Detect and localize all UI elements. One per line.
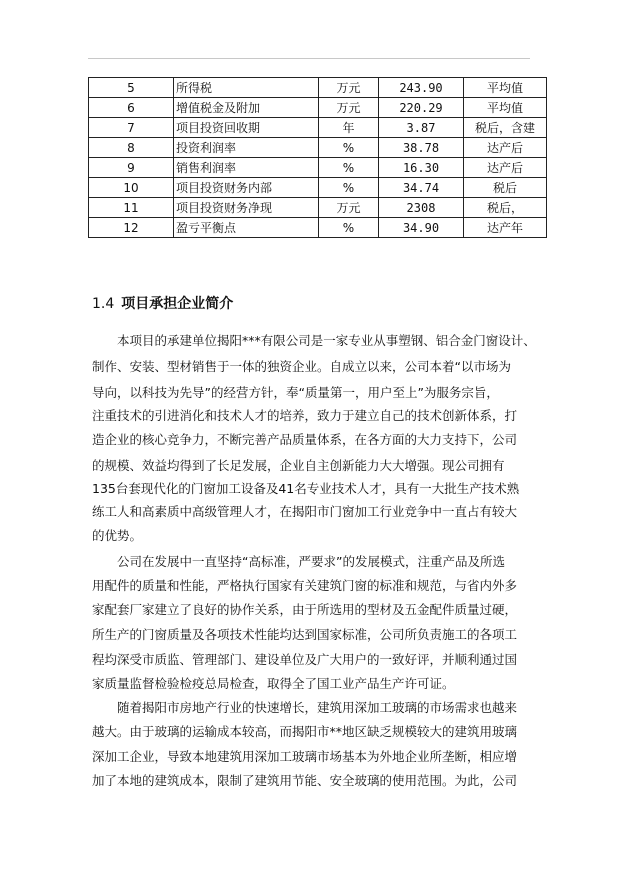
indicator-unit: 万元 — [319, 98, 379, 118]
indicator-note: 税后， — [464, 198, 547, 218]
paragraph-line: 本项目的承建单位揭阳***有限公司是一家专业从事塑钢、铝合金门窗设计、 — [117, 333, 536, 348]
row-number: 9 — [89, 158, 174, 178]
indicator-unit: 年 — [319, 118, 379, 138]
indicator-note: 达产后 — [464, 158, 547, 178]
paragraph-line: 加了本地的建筑成本，限制了建筑用节能、安全玻璃的使用范围。为此，公司 — [92, 773, 518, 788]
paragraph-line: 程均深受市质监、管理部门、建设单位及广大用户的一致好评，并顺利通过国 — [92, 652, 518, 667]
paragraph-line: 的规模、效益均得到了长足发展，企业自主创新能力大大增强。现公司拥有 — [92, 458, 505, 473]
paragraph-line: 公司在发展中一直坚持“高标准，严要求”的发展模式，注重产品及所选 — [117, 554, 505, 569]
indicator-value: 2308 — [379, 198, 464, 218]
indicator-value: 34.90 — [379, 218, 464, 238]
paragraph-line: 135台套现代化的门窗加工设备及41名专业技术人才，具有一大批生产技术熟 — [92, 481, 520, 496]
indicator-name: 项目投资财务内部 — [174, 178, 319, 198]
paragraph-line: 练工人和高素质中高级管理人才，在揭阳市门窗加工行业竞争中一直占有较大 — [92, 504, 518, 519]
indicator-note: 平均值 — [464, 78, 547, 98]
row-number: 6 — [89, 98, 174, 118]
row-number: 8 — [89, 138, 174, 158]
paragraph-line: 深加工企业，导致本地建筑用深加工玻璃市场基本为外地企业所垄断，相应增 — [92, 749, 518, 764]
page-header-rule — [88, 58, 530, 59]
paragraph-line: 导向，以科技为先导”的经营方针，奉“质量第一，用户至上”为服务宗旨， — [92, 385, 499, 400]
table-row — [89, 178, 547, 198]
indicator-value: 3.87 — [379, 118, 464, 138]
table-row — [89, 138, 547, 158]
indicator-note: 平均值 — [464, 98, 547, 118]
table-row — [89, 218, 547, 238]
paragraph-line: 注重技术的引进消化和技术人才的培养，致力于建立自己的技术创新体系，打 — [92, 408, 518, 423]
indicator-name: 投资利润率 — [174, 138, 319, 158]
paragraph-line: 用配件的质量和性能，严格执行国家有关建筑门窗的标准和规范，与省内外多 — [92, 578, 518, 593]
indicator-name: 项目投资财务净现 — [174, 198, 319, 218]
indicator-unit: % — [319, 178, 379, 198]
indicator-note: 达产后 — [464, 138, 547, 158]
table-row — [89, 158, 547, 178]
row-number: 11 — [89, 198, 174, 218]
indicator-note: 税后，含建 — [464, 118, 547, 138]
indicator-unit: % — [319, 138, 379, 158]
financial-indicators-table — [88, 77, 547, 238]
indicator-value: 38.78 — [379, 138, 464, 158]
indicator-note: 税后 — [464, 178, 547, 198]
paragraph-line: 所生产的门窗质量及各项技术性能均达到国家标准，公司所负责施工的各项工 — [92, 627, 518, 642]
row-number: 12 — [89, 218, 174, 238]
indicator-unit: % — [319, 218, 379, 238]
indicator-unit: 万元 — [319, 78, 379, 98]
indicator-name: 所得税 — [174, 78, 319, 98]
indicator-name: 增值税金及附加 — [174, 98, 319, 118]
paragraph-line: 随着揭阳市房地产行业的快速增长，建筑用深加工玻璃的市场需求也越来 — [117, 700, 518, 715]
table-row — [89, 98, 547, 118]
row-number: 7 — [89, 118, 174, 138]
paragraph-line: 家配套厂家建立了良好的协作关系，由于所选用的型材及五金配件质量过硬， — [92, 602, 518, 617]
indicator-value: 220.29 — [379, 98, 464, 118]
section-number: 1.4 — [92, 296, 115, 312]
table-row — [89, 78, 547, 98]
indicator-value: 16.30 — [379, 158, 464, 178]
indicator-name: 项目投资回收期 — [174, 118, 319, 138]
paragraph-line: 家质量监督检验检疫总局检查，取得全了国工业产品生产许可证。 — [92, 676, 455, 691]
indicator-note: 达产年 — [464, 218, 547, 238]
indicator-unit: 万元 — [319, 198, 379, 218]
row-number: 5 — [89, 78, 174, 98]
indicator-value: 34.74 — [379, 178, 464, 198]
section-title-text: 项目承担企业简介 — [121, 296, 234, 312]
paragraph-line: 的优势。 — [92, 528, 143, 543]
row-number: 10 — [89, 178, 174, 198]
section-heading — [92, 293, 233, 313]
indicator-name: 销售利润率 — [174, 158, 319, 178]
table-row — [89, 118, 547, 138]
indicator-unit: % — [319, 158, 379, 178]
indicator-name: 盈亏平衡点 — [174, 218, 319, 238]
table-row — [89, 198, 547, 218]
indicator-value: 243.90 — [379, 78, 464, 98]
paragraph-line: 越大。由于玻璃的运输成本较高，而揭阳市**地区缺乏规模较大的建筑用玻璃 — [92, 724, 518, 739]
paragraph-line: 造企业的核心竞争力，不断完善产品质量体系，在各方面的大力支持下，公司 — [92, 432, 518, 447]
paragraph-line: 制作、安装、型材销售于一体的独资企业。自成立以来，公司本着“以市场为 — [92, 359, 511, 374]
